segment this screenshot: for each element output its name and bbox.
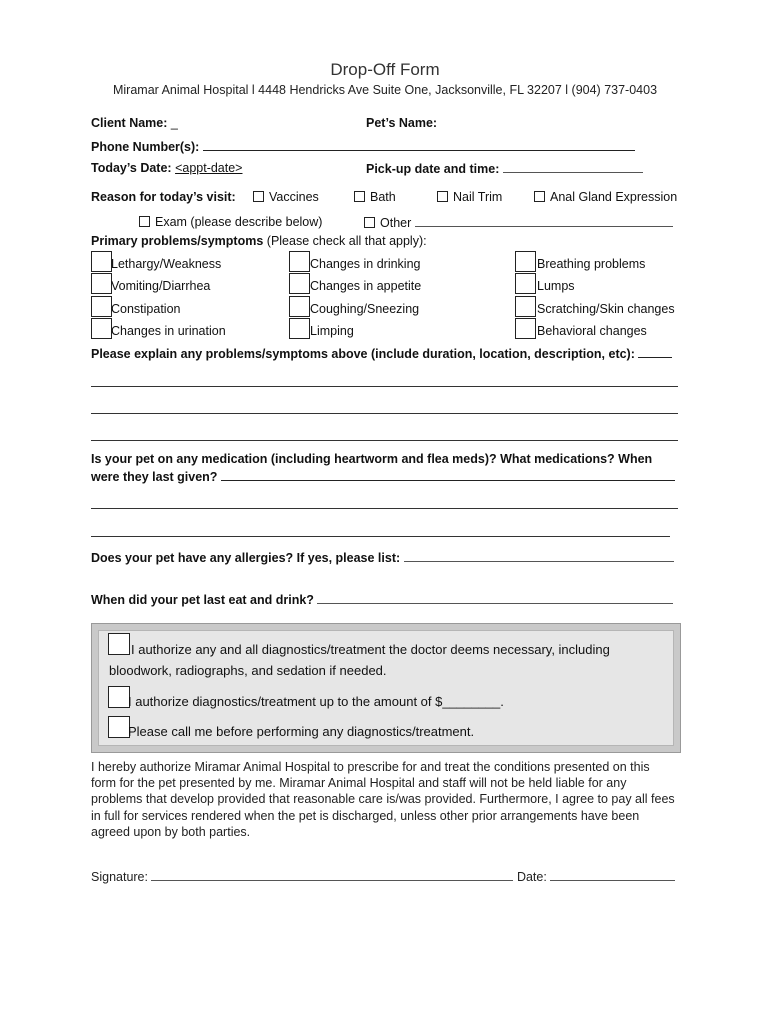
phone-field[interactable] (203, 139, 635, 151)
symptom-checkbox-behavioral[interactable] (515, 318, 536, 339)
symptom-lumps: Lumps (537, 279, 575, 293)
reason-bath[interactable]: Bath (354, 190, 396, 204)
symptom-checkbox-constipation[interactable] (91, 296, 112, 317)
date-row (91, 161, 242, 175)
symptom-vomiting: Vomiting/Diarrhea (111, 279, 211, 293)
medication-question-line2: were they last given? (91, 470, 218, 484)
consent-line: in full for services rendered when the pet is discharged, unless other prior arrangements have been (91, 808, 640, 823)
symptom-checkbox-breathing[interactable] (515, 251, 536, 272)
authorize-all-line2: bloodwork, radiographs, and sedation if needed. (109, 663, 387, 678)
symptom-scratching: Scratching/Skin changes (537, 302, 675, 316)
explain-line-1[interactable] (91, 386, 678, 387)
form-title: Drop-Off Form (330, 60, 440, 79)
medication-row (91, 469, 675, 484)
signature-date-label: Date: (516, 870, 547, 884)
consent-line: I hereby authorize Miramar Animal Hospital to prescribe for and treat the conditions presented on this (91, 760, 650, 774)
checkbox-icon[interactable] (364, 217, 375, 228)
reason-label: Reason for today’s visit: (91, 190, 236, 204)
authorization-box (91, 623, 681, 753)
phone-label: Phone Number(s): (91, 140, 200, 154)
last-eat-question: When did your pet last eat and drink? (91, 593, 314, 607)
client-name-label: Client Name: (91, 116, 168, 130)
symptom-lethargy: Lethargy/Weakness (111, 257, 222, 271)
checkbox-icon[interactable] (139, 216, 150, 227)
client-name-field[interactable]: _ (170, 116, 178, 130)
reason-vaccines[interactable]: Vaccines (253, 190, 319, 204)
explain-line-3[interactable] (91, 440, 678, 441)
call-first-text: Please call me before performing any diagnostics/treatment. (128, 724, 475, 739)
checkbox-icon[interactable] (354, 191, 365, 202)
checkbox-icon[interactable] (253, 191, 264, 202)
symptom-checkbox-lumps[interactable] (515, 273, 536, 294)
symptom-checkbox-drinking[interactable] (289, 251, 310, 272)
symptom-appetite: Changes in appetite (310, 279, 422, 293)
other-field[interactable] (415, 215, 673, 227)
explain-field-start[interactable] (638, 346, 672, 358)
signature-row (91, 869, 675, 884)
symptom-breathing: Breathing problems (537, 257, 646, 271)
call-first-checkbox[interactable] (108, 716, 130, 738)
checkbox-icon[interactable] (534, 191, 545, 202)
last-eat-field[interactable] (317, 592, 673, 604)
symptom-behavioral: Behavioral changes (537, 324, 647, 338)
symptom-checkbox-appetite[interactable] (289, 273, 310, 294)
medication-field[interactable] (221, 469, 675, 481)
allergies-question: Does your pet have any allergies? If yes, please list: (91, 551, 401, 565)
symptom-coughing: Coughing/Sneezing (310, 302, 420, 316)
consent-line: problems that develop provided that reasonable care is/was provided. Furthermore, I agree to pay all fees (91, 792, 675, 807)
reason-exam[interactable]: Exam (please describe below) (139, 215, 322, 229)
symptoms-heading: Primary problems/symptoms (Please check all that apply): (91, 234, 427, 248)
consent-line: form for the pet presented by me. Miramar Animal Hospital and staff will not be held liable for any (91, 776, 627, 791)
clinic-address: Miramar Animal Hospital l 4448 Hendricks Ave Suite One, Jacksonville, FL 32207 l (904) 737-0403 (112, 83, 658, 97)
authorize-all-checkbox[interactable] (108, 633, 130, 655)
authorize-amount-text: I authorize diagnostics/treatment up to the amount of $________. (128, 694, 504, 709)
authorize-all-line1: I authorize any and all diagnostics/treatment the doctor deems necessary, including (131, 642, 610, 657)
reason-anal-gland[interactable]: Anal Gland Expression (534, 190, 677, 204)
symptom-checkbox-coughing[interactable] (289, 296, 310, 317)
last-eat-row (91, 592, 673, 607)
medication-line-2[interactable] (91, 508, 678, 509)
authorization-inner (98, 630, 674, 746)
explain-question: Please explain any problems/symptoms above (include duration, location, description, etc): (91, 347, 635, 361)
allergies-row (91, 550, 674, 565)
signature-label: Signature: (91, 870, 148, 884)
reason-nail-trim[interactable]: Nail Trim (437, 190, 502, 204)
symptom-limping: Limping (310, 324, 354, 338)
checkbox-icon[interactable] (437, 191, 448, 202)
todays-date-field[interactable]: <appt-date> (175, 161, 243, 175)
symptom-urination: Changes in urination (111, 324, 226, 338)
authorize-amount-checkbox[interactable] (108, 686, 130, 708)
symptom-checkbox-urination[interactable] (91, 318, 112, 339)
reason-other[interactable]: Other (364, 215, 673, 230)
consent-paragraph (91, 759, 691, 840)
medication-line-3[interactable] (91, 536, 670, 537)
signature-field[interactable] (151, 869, 513, 881)
symptom-constipation: Constipation (111, 302, 181, 316)
medication-question-line1: Is your pet on any medication (including heartworm and flea meds)? What medications? When (91, 452, 653, 466)
explain-row (91, 346, 672, 361)
allergies-field[interactable] (404, 550, 674, 562)
symptom-checkbox-lethargy[interactable] (91, 251, 112, 272)
pickup-row (366, 161, 643, 176)
signature-date-field[interactable] (550, 869, 675, 881)
consent-line: agreed upon by both parties. (91, 824, 251, 839)
pickup-label: Pick-up date and time: (366, 162, 500, 176)
todays-date-label: Today’s Date: (91, 161, 172, 175)
client-name-row (91, 116, 178, 130)
explain-line-2[interactable] (91, 413, 678, 414)
symptom-checkbox-limping[interactable] (289, 318, 310, 339)
pet-name-label: Pet’s Name: (366, 116, 438, 130)
pickup-field[interactable] (503, 161, 643, 173)
symptom-checkbox-vomiting[interactable] (91, 273, 112, 294)
symptom-drinking: Changes in drinking (310, 257, 421, 271)
symptom-checkbox-scratching[interactable] (515, 296, 536, 317)
phone-row (91, 139, 635, 154)
